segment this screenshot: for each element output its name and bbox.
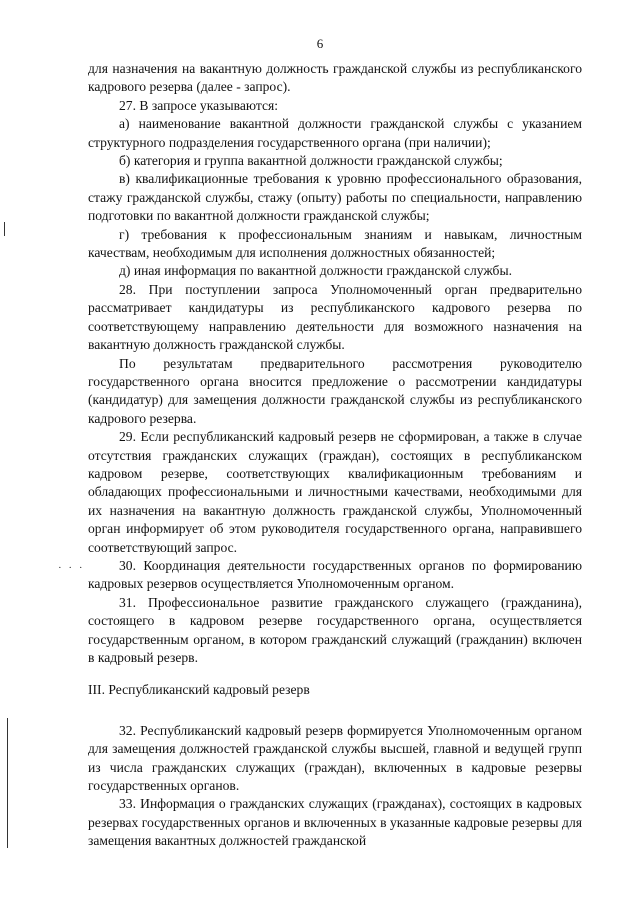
scan-artifact-dots: · · · bbox=[58, 562, 85, 574]
paragraph: а) наименование вакантной должности гражданской службы с указанием структурного подразделения государственного органа (при наличии); bbox=[88, 116, 582, 150]
paragraph: 30. Координация деятельности государственных органов по формированию кадровых резервов осуществляется Уполномоченным органом. bbox=[88, 557, 582, 592]
paragraph: 31. Профессиональное развитие гражданского служащего (гражданина), состоящего в кадровом резерве государственного органа, осуществляется государственным органом, в котором гражданский служащий (гражданин) включен в кадровый резерв. bbox=[88, 594, 582, 665]
paragraph: 32. Республиканский кадровый резерв формируется Уполномоченным органом для замещения должностей гражданской службы высшей, главной и ведущей групп из числа гражданских служащих (граждан), включенных в кадровые резервы государственных органов. bbox=[88, 722, 582, 794]
scan-artifact-line bbox=[7, 718, 8, 848]
paragraph: По результатам предварительного рассмотрения руководителю государственного органа вносится предложение о рассмотрении кандидатуры (кандидатур) для замещения должности гражданской службы из республиканского кадрового резерва. bbox=[88, 355, 582, 426]
paragraph: 33. Информация о гражданских служащих (гражданах), состоящих в кадровых резервах государственных органов и включенных в указанные кадровые резервы для замещения вакантных должностей гражданской bbox=[88, 796, 582, 849]
paragraph: в) квалификационные требования к уровню профессионального образования, стажу гражданской службы, стажу (опыту) работы по специальности, направлению подготовки по вакантной должности гражданской службы; bbox=[88, 171, 582, 224]
paragraph: г) требования к профессиональным знаниям и навыкам, личностным качествам, необходимым для исполнения должностных обязанностей; bbox=[88, 226, 582, 261]
paragraph: д) иная информация по вакантной должности гражданской службы. bbox=[119, 263, 513, 279]
paragraph: б) категория и группа вакантной должности гражданской службы; bbox=[119, 153, 503, 169]
scan-artifact-line bbox=[4, 222, 5, 236]
page-number: 6 bbox=[316, 36, 324, 51]
paragraph: для назначения на вакантную должность гражданской службы из республиканского кадрового резерва (далее - запрос). bbox=[88, 61, 582, 95]
paragraph: 27. В запросе указываются: bbox=[119, 97, 279, 113]
paragraph: 29. Если республиканский кадровый резерв не сформирован, а также в случае отсутствия гражданских служащих (граждан), состоящих в республиканском кадровом резерве, соответствующих квалификационным требованиям и обладающих профессиональными и личностными качествами, необходимыми для их назначения на вакантную должность гражданской службы, Уполномоченный орган информирует об этом руководителя государственного органа, направившего соответствующий запрос. bbox=[88, 429, 582, 555]
document-body bbox=[88, 60, 582, 851]
section-heading: III. Республиканский кадровый резерв bbox=[88, 682, 310, 698]
paragraph: 28. При поступлении запроса Уполномоченный орган предварительно рассматривает кандидатуры из республиканского кадрового резерва по соответствующему направлению деятельности для возможного назначения на вакантную должность гражданской службы. bbox=[88, 281, 582, 353]
